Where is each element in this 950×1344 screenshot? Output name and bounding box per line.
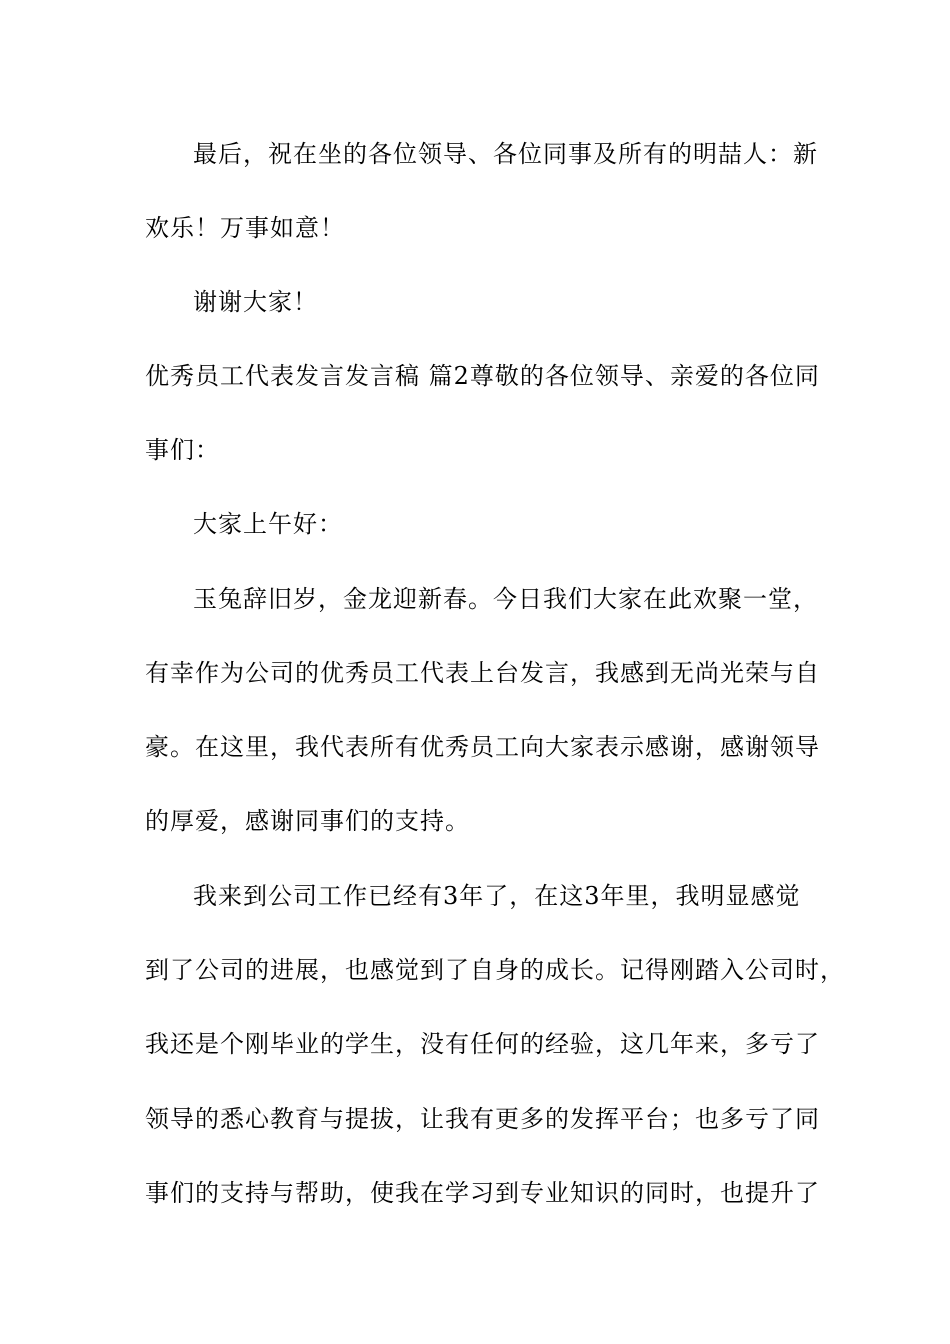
text-line: 到了公司的进展，也感觉到了自身的成长。记得刚踏入公司时，: [145, 956, 845, 984]
text-line: 最后，祝在坐的各位领导、各位同事及所有的明喆人：新: [193, 140, 818, 168]
text-line: 我还是个刚毕业的学生，没有任何的经验，这几年来，多亏了: [145, 1030, 820, 1058]
text-line: 我来到公司工作已经有3年了，在这3年里，我明显感觉: [193, 882, 801, 910]
text-line: 领导的悉心教育与提拔，让我有更多的发挥平台；也多亏了同: [145, 1105, 820, 1133]
section-heading-line: 优秀员工代表发言发言稿 篇2尊敬的各位领导、亲爱的各位同: [145, 362, 820, 390]
text-line: 豪。在这里，我代表所有优秀员工向大家表示感谢，感谢领导: [145, 733, 820, 761]
text-line: 有幸作为公司的优秀员工代表上台发言，我感到无尚光荣与自: [145, 659, 820, 687]
text-line: 欢乐！万事如意！: [145, 214, 345, 242]
text-line: 大家上午好：: [193, 510, 343, 538]
text-line: 的厚爱，感谢同事们的支持。: [145, 807, 470, 835]
text-line: 事们：: [145, 436, 220, 464]
text-line: 事们的支持与帮助，使我在学习到专业知识的同时，也提升了: [145, 1179, 820, 1207]
text-line: 玉兔辞旧岁，金龙迎新春。今日我们大家在此欢聚一堂，: [193, 585, 818, 613]
text-line: 谢谢大家！: [193, 288, 318, 316]
